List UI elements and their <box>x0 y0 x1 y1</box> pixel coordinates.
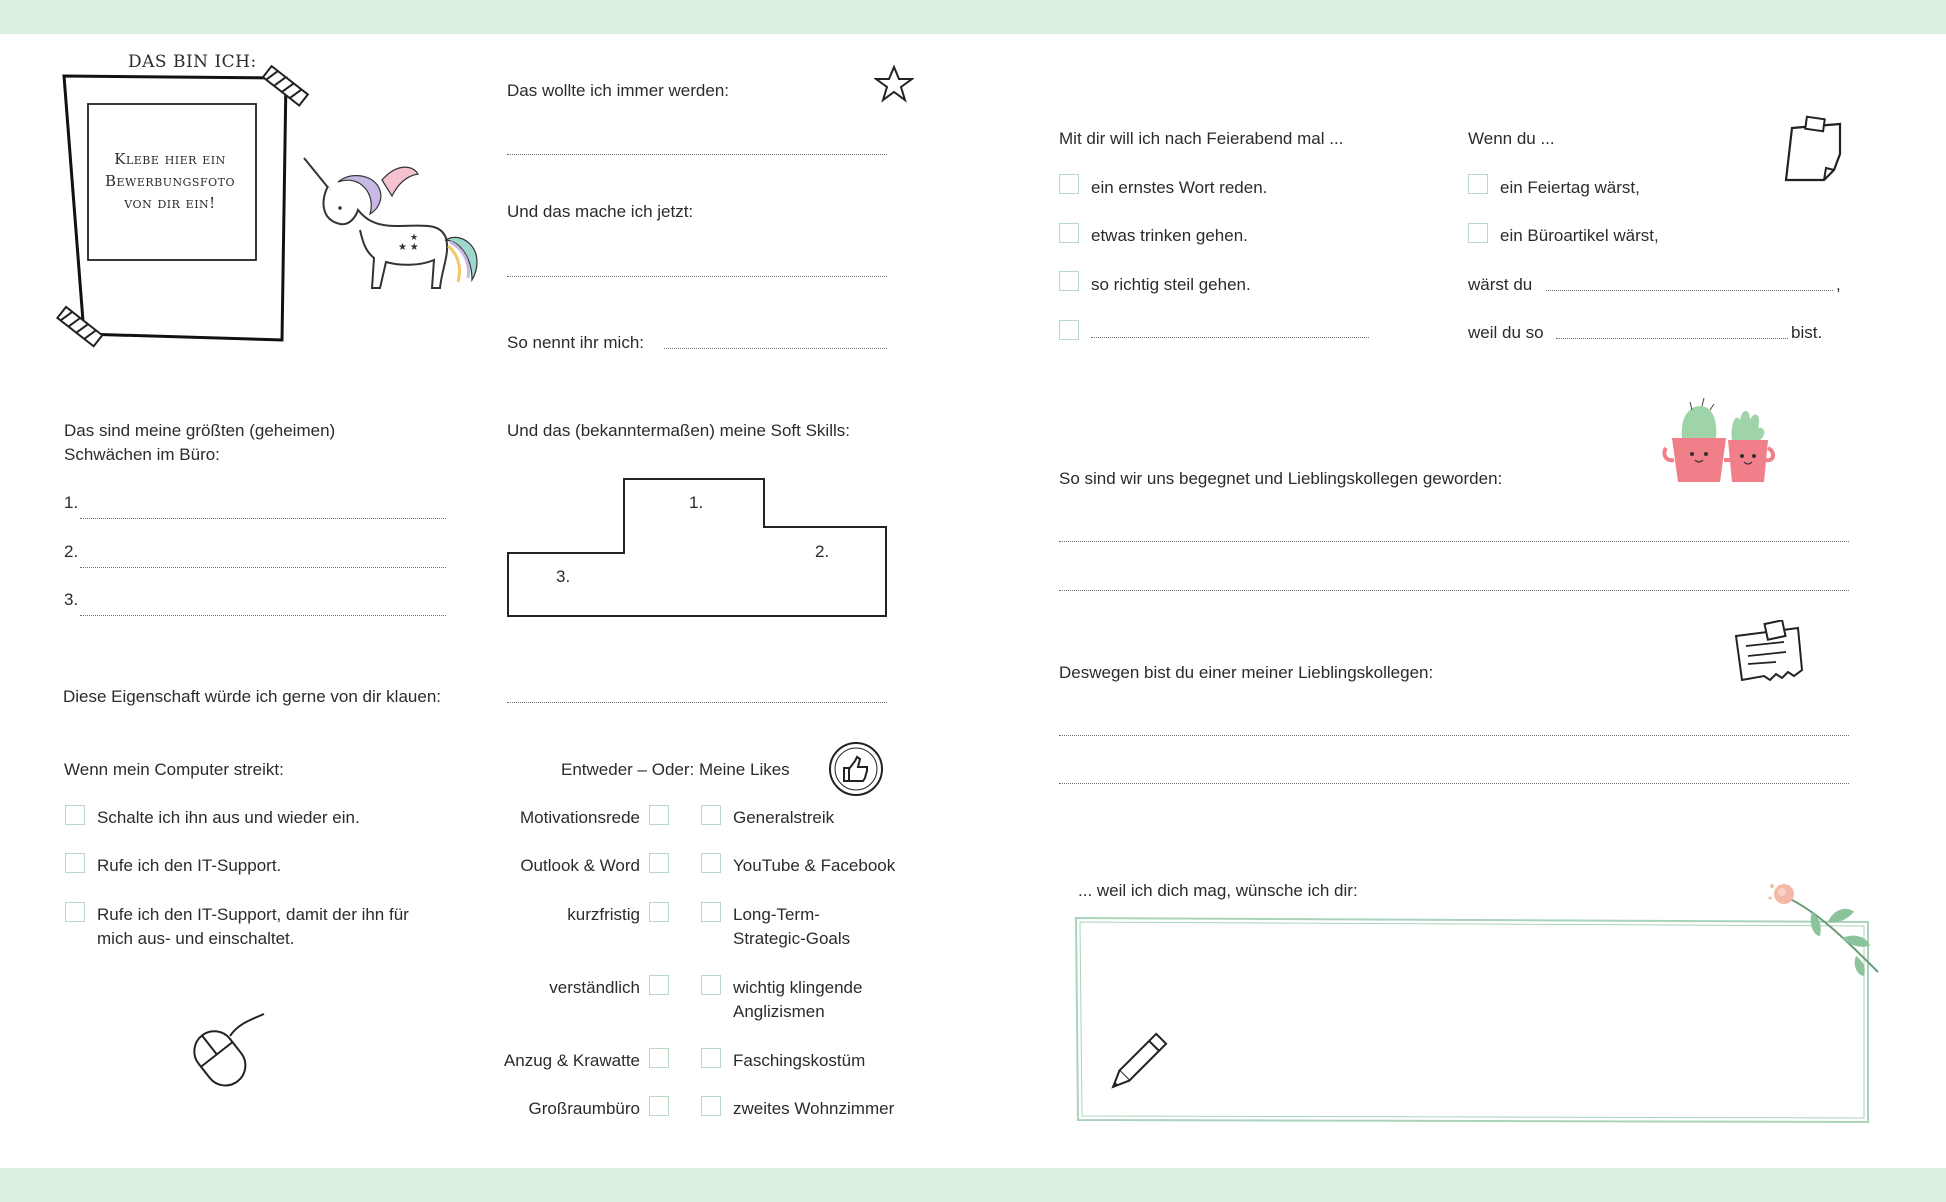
weakness-line-3[interactable] <box>80 615 446 616</box>
steal-label: Diese Eigenschaft würde ich gerne von dir klauen: <box>63 687 441 706</box>
photo-frame-line-3: von dir ein! <box>124 194 216 212</box>
if-you-option-2-checkbox[interactable] <box>1468 223 1488 243</box>
weakness-number-2: 2. <box>64 542 79 561</box>
svg-text:★: ★ <box>410 232 419 242</box>
computer-option-3-checkbox[interactable] <box>65 902 85 922</box>
after-work-option-3-label: so richtig steil gehen. <box>1091 275 1251 294</box>
likes-pair-2-right: YouTube & Facebook <box>733 856 896 875</box>
pencil-icon <box>1100 1030 1170 1100</box>
cactus-pots-icon <box>1662 398 1782 490</box>
sticky-note-icon <box>1780 114 1852 186</box>
because-line[interactable] <box>1556 338 1788 339</box>
because-end: bist. <box>1791 323 1823 342</box>
likes-heading: Entweder – Oder: Meine Likes <box>561 760 790 779</box>
wish-box[interactable] <box>1074 912 1870 1126</box>
likes-pair-6-right-checkbox[interactable] <box>701 1096 721 1116</box>
would-be-label: wärst du <box>1468 275 1533 294</box>
photo-heading: DAS BIN ICH: <box>128 52 257 72</box>
doing-now-label: Und das mache ich jetzt: <box>507 202 694 221</box>
computer-option-2-checkbox[interactable] <box>65 853 85 873</box>
weakness-number-1: 1. <box>64 493 79 512</box>
top-band <box>0 0 1946 34</box>
likes-pair-5-left-checkbox[interactable] <box>649 1048 669 1068</box>
computer-option-2-label: Rufe ich den IT-Support. <box>97 856 282 875</box>
met-label: So sind wir uns begegnet und Lieblingskollegen geworden: <box>1059 469 1503 488</box>
nickname-line[interactable] <box>664 348 887 349</box>
likes-pair-6-left-checkbox[interactable] <box>649 1096 669 1116</box>
likes-pair-6-right: zweites Wohnzimmer <box>733 1099 895 1118</box>
likes-pair-4-left: verständlich <box>549 978 640 997</box>
if-you-heading: Wenn du ... <box>1468 129 1555 148</box>
likes-pair-1-right-checkbox[interactable] <box>701 805 721 825</box>
weakness-line-1[interactable] <box>80 518 446 519</box>
reason-label: Deswegen bist du einer meiner Lieblingskollegen: <box>1059 663 1434 682</box>
likes-pair-6-left: Großraumbüro <box>528 1099 640 1118</box>
if-you-option-1-label: ein Feiertag wärst, <box>1500 178 1640 197</box>
if-you-option-1-checkbox[interactable] <box>1468 174 1488 194</box>
photo-frame-line-1: Klebe hier ein <box>114 150 226 168</box>
star-icon <box>874 64 914 104</box>
podium-place-3: 3. <box>556 567 571 586</box>
podium-place-1: 1. <box>689 493 704 512</box>
computer-option-1-label: Schalte ich ihn aus und wieder ein. <box>97 808 360 827</box>
computer-option-3-label: Rufe ich den IT-Support, damit der ihn für mich aus- und einschaltet. <box>97 905 409 948</box>
met-line-2[interactable] <box>1059 590 1849 591</box>
likes-pair-3-right-checkbox[interactable] <box>701 902 721 922</box>
steal-line[interactable] <box>507 702 887 703</box>
weakness-line-2[interactable] <box>80 567 446 568</box>
likes-pair-3-left: kurzfristig <box>567 905 640 924</box>
likes-pair-4-right-checkbox[interactable] <box>701 975 721 995</box>
reason-line-2[interactable] <box>1059 783 1849 784</box>
always-wanted-label: Das wollte ich immer werden: <box>507 81 730 100</box>
reason-line-1[interactable] <box>1059 735 1849 736</box>
would-be-line[interactable] <box>1546 290 1833 291</box>
after-work-option-4-checkbox[interactable] <box>1059 320 1079 340</box>
after-work-option-2-label: etwas trinken gehen. <box>1091 226 1248 245</box>
svg-text:★ ★: ★ ★ <box>398 242 419 253</box>
mouse-icon <box>178 1010 270 1090</box>
likes-pair-2-left-checkbox[interactable] <box>649 853 669 873</box>
likes-pair-3-left-checkbox[interactable] <box>649 902 669 922</box>
soft-skills-heading: Und das (bekanntermaßen) meine Soft Skills: <box>507 421 850 440</box>
bottom-band <box>0 1168 1946 1202</box>
weaknesses-heading: Das sind meine größten (geheimen) Schwächen im Büro: <box>64 421 336 464</box>
likes-pair-5-right-checkbox[interactable] <box>701 1048 721 1068</box>
after-work-option-2-checkbox[interactable] <box>1059 223 1079 243</box>
after-work-heading: Mit dir will ich nach Feierabend mal ... <box>1059 129 1344 148</box>
flower-branch-icon <box>1768 872 1888 982</box>
likes-pair-1-left-checkbox[interactable] <box>649 805 669 825</box>
met-line-1[interactable] <box>1059 541 1849 542</box>
would-be-comma: , <box>1836 275 1841 294</box>
after-work-option-1-label: ein ernstes Wort reden. <box>1091 178 1268 197</box>
likes-pair-4-right: wichtig klingende Anglizismen <box>733 978 863 1021</box>
likes-pair-2-left: Outlook & Word <box>520 856 640 875</box>
if-you-option-2-label: ein Büroartikel wärst, <box>1500 226 1659 245</box>
nickname-label: So nennt ihr mich: <box>507 333 645 352</box>
wish-label: ... weil ich dich mag, wünsche ich dir: <box>1078 881 1358 900</box>
after-work-option-3-checkbox[interactable] <box>1059 271 1079 291</box>
memo-icon <box>1728 620 1806 690</box>
because-label: weil du so <box>1468 323 1544 342</box>
likes-pair-2-right-checkbox[interactable] <box>701 853 721 873</box>
doing-now-line[interactable] <box>507 276 887 277</box>
likes-pair-1-left: Motivationsrede <box>519 808 640 827</box>
photo-frame-line-2: Bewerbungsfoto <box>105 172 235 190</box>
unicorn-icon <box>300 150 486 306</box>
likes-pair-1-right: Generalstreik <box>733 808 835 827</box>
computer-option-1-checkbox[interactable] <box>65 805 85 825</box>
likes-pair-4-left-checkbox[interactable] <box>649 975 669 995</box>
computer-heading: Wenn mein Computer streikt: <box>64 760 284 779</box>
thumbs-up-icon <box>827 741 885 797</box>
podium-place-2: 2. <box>815 542 830 561</box>
weakness-number-3: 3. <box>64 590 79 609</box>
after-work-option-1-checkbox[interactable] <box>1059 174 1079 194</box>
likes-pair-5-left: Anzug & Krawatte <box>503 1051 640 1070</box>
always-wanted-line[interactable] <box>507 154 887 155</box>
after-work-option-4-line[interactable] <box>1091 337 1369 338</box>
likes-pair-3-right: Long-Term-Strategic-Goals <box>733 905 851 948</box>
likes-pair-5-right: Faschingskostüm <box>733 1051 866 1070</box>
